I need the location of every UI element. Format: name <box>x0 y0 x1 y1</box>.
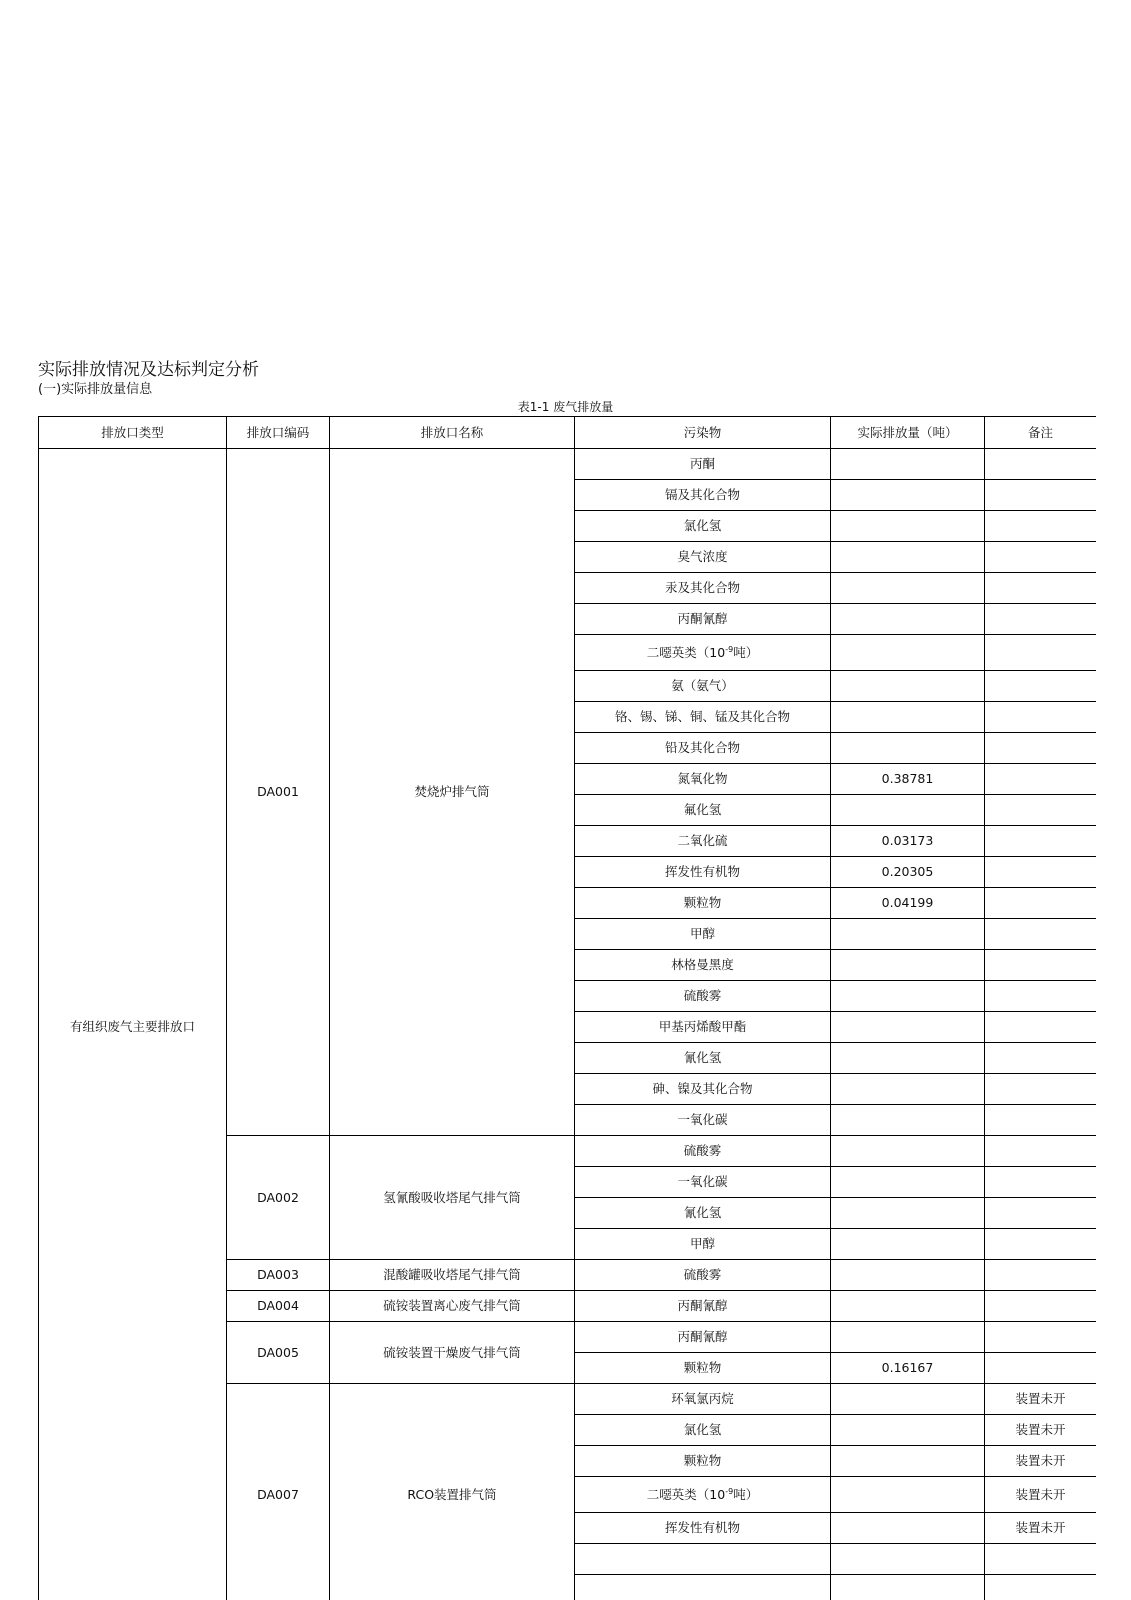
emission-amount-cell <box>831 1575 985 1600</box>
pollutant-cell: 砷、镍及其化合物 <box>575 1074 831 1105</box>
pollutant-cell: 颗粒物 <box>575 1446 831 1477</box>
pollutant-cell: 丙酮 <box>575 449 831 480</box>
emission-amount-cell: 0.03173 <box>831 826 985 857</box>
pollutant-cell: 氯化氢 <box>575 1415 831 1446</box>
note-cell <box>985 1229 1097 1260</box>
emission-amount-cell <box>831 1105 985 1136</box>
pollutant-cell: 氮氧化物 <box>575 764 831 795</box>
outlet-name-cell: 氢氰酸吸收塔尾气排气筒 <box>330 1136 575 1260</box>
exponent-label: -9 <box>725 644 734 654</box>
pollutant-cell: 硫酸雾 <box>575 1260 831 1291</box>
exponent-label: -9 <box>725 1486 734 1496</box>
pollutant-cell <box>575 1477 831 1513</box>
emission-amount-cell <box>831 1043 985 1074</box>
pollutant-cell: 氨（氨气） <box>575 671 831 702</box>
note-cell <box>985 671 1097 702</box>
column-header-pollutant: 污染物 <box>575 417 831 449</box>
emission-amount-cell <box>831 511 985 542</box>
emission-amount-cell <box>831 604 985 635</box>
pollutant-cell: 丙酮氰醇 <box>575 1291 831 1322</box>
section-heading: 实际排放情况及达标判定分析 <box>38 360 259 380</box>
pollutant-cell: 氰化氢 <box>575 1043 831 1074</box>
pollutant-cell: 颗粒物 <box>575 1353 831 1384</box>
note-cell <box>985 1322 1097 1353</box>
pollutant-label: 二噁英类（10 <box>646 644 726 660</box>
pollutant-cell: 甲醇 <box>575 919 831 950</box>
note-cell <box>985 635 1097 671</box>
outlet-code-cell: DA001 <box>227 449 330 1136</box>
pollutant-cell: 颗粒物 <box>575 888 831 919</box>
note-cell <box>985 511 1097 542</box>
note-cell <box>985 981 1097 1012</box>
emission-amount-cell <box>831 702 985 733</box>
note-cell <box>985 919 1097 950</box>
emission-amount-cell: 0.20305 <box>831 857 985 888</box>
emission-amount-cell <box>831 795 985 826</box>
unit-suffix-label: 吨） <box>733 644 759 660</box>
outlet-type-cell: 有组织废气主要排放口 <box>39 449 227 1600</box>
column-header-outlet-type: 排放口类型 <box>39 417 227 449</box>
pollutant-cell: 铬、锡、锑、铜、锰及其化合物 <box>575 702 831 733</box>
note-cell <box>985 542 1097 573</box>
emission-amount-cell <box>831 919 985 950</box>
note-cell <box>985 449 1097 480</box>
emission-amount-cell <box>831 1012 985 1043</box>
unit-suffix-label: 吨） <box>733 1486 759 1502</box>
emission-amount-cell <box>831 1167 985 1198</box>
note-cell <box>985 1544 1097 1575</box>
column-header-outlet-name: 排放口名称 <box>330 417 575 449</box>
emission-amount-cell <box>831 981 985 1012</box>
note-cell <box>985 1198 1097 1229</box>
emission-amount-cell <box>831 950 985 981</box>
emission-amount-cell: 0.04199 <box>831 888 985 919</box>
note-cell <box>985 764 1097 795</box>
note-cell <box>985 1353 1097 1384</box>
note-cell: 装置未开 <box>985 1384 1097 1415</box>
pollutant-cell: 汞及其化合物 <box>575 573 831 604</box>
outlet-code-cell: DA005 <box>227 1322 330 1384</box>
outlet-code-cell: DA007 <box>227 1384 330 1600</box>
pollutant-cell: 硫酸雾 <box>575 1136 831 1167</box>
pollutant-cell <box>575 635 831 671</box>
note-cell <box>985 1291 1097 1322</box>
emission-amount-cell: 0.38781 <box>831 764 985 795</box>
emission-table-container <box>38 416 1096 1600</box>
note-cell <box>985 795 1097 826</box>
pollutant-label: 二噁英类（10 <box>646 1486 726 1502</box>
note-cell <box>985 1074 1097 1105</box>
emission-table <box>38 416 1096 1600</box>
pollutant-cell: 甲基丙烯酸甲酯 <box>575 1012 831 1043</box>
subsection-heading: (一)实际排放量信息 <box>38 382 153 397</box>
table-header-row <box>39 417 1097 449</box>
note-cell: 装置未开 <box>985 1477 1097 1513</box>
emission-amount-cell <box>831 1415 985 1446</box>
outlet-code-cell: DA002 <box>227 1136 330 1260</box>
note-cell <box>985 826 1097 857</box>
outlet-code-cell: DA003 <box>227 1260 330 1291</box>
emission-amount-cell <box>831 1513 985 1544</box>
pollutant-cell: 氟化氢 <box>575 795 831 826</box>
note-cell <box>985 1043 1097 1074</box>
pollutant-cell: 硫酸雾 <box>575 981 831 1012</box>
pollutant-cell: 挥发性有机物 <box>575 1513 831 1544</box>
column-header-note: 备注 <box>985 417 1097 449</box>
note-cell <box>985 480 1097 511</box>
pollutant-cell: 镉及其化合物 <box>575 480 831 511</box>
emission-amount-cell <box>831 1446 985 1477</box>
note-cell <box>985 857 1097 888</box>
pollutant-cell <box>575 1575 831 1600</box>
emission-amount-cell <box>831 1544 985 1575</box>
emission-amount-cell <box>831 1198 985 1229</box>
emission-amount-cell <box>831 573 985 604</box>
pollutant-cell: 丙酮氰醇 <box>575 604 831 635</box>
emission-amount-cell <box>831 1477 985 1513</box>
emission-amount-cell <box>831 480 985 511</box>
pollutant-cell: 铅及其化合物 <box>575 733 831 764</box>
note-cell <box>985 733 1097 764</box>
emission-amount-cell <box>831 1074 985 1105</box>
note-cell: 装置未开 <box>985 1513 1097 1544</box>
outlet-name-cell: 焚烧炉排气筒 <box>330 449 575 1136</box>
note-cell <box>985 1105 1097 1136</box>
outlet-name-cell: 混酸罐吸收塔尾气排气筒 <box>330 1260 575 1291</box>
emission-amount-cell <box>831 635 985 671</box>
pollutant-cell: 氯化氢 <box>575 511 831 542</box>
pollutant-cell: 挥发性有机物 <box>575 857 831 888</box>
note-cell <box>985 1012 1097 1043</box>
note-cell: 装置未开 <box>985 1446 1097 1477</box>
note-cell <box>985 573 1097 604</box>
note-cell <box>985 950 1097 981</box>
outlet-name-cell: 硫铵装置离心废气排气筒 <box>330 1291 575 1322</box>
emission-amount-cell <box>831 1260 985 1291</box>
outlet-name-cell: RCO装置排气筒 <box>330 1384 575 1600</box>
note-cell <box>985 702 1097 733</box>
table-body <box>39 449 1097 1600</box>
pollutant-cell: 二氧化硫 <box>575 826 831 857</box>
emission-amount-cell <box>831 1229 985 1260</box>
outlet-name-cell: 硫铵装置干燥废气排气筒 <box>330 1322 575 1384</box>
note-cell <box>985 1575 1097 1600</box>
pollutant-cell: 丙酮氰醇 <box>575 1322 831 1353</box>
table-caption: 表1-1 废气排放量 <box>517 400 614 414</box>
pollutant-cell: 环氧氯丙烷 <box>575 1384 831 1415</box>
pollutant-cell: 一氧化碳 <box>575 1105 831 1136</box>
note-cell: 装置未开 <box>985 1415 1097 1446</box>
pollutant-cell: 臭气浓度 <box>575 542 831 573</box>
table-row <box>39 449 1097 480</box>
emission-amount-cell <box>831 733 985 764</box>
column-header-outlet-code: 排放口编码 <box>227 417 330 449</box>
emission-amount-cell <box>831 1322 985 1353</box>
pollutant-cell <box>575 1544 831 1575</box>
column-header-actual-emission: 实际排放量（吨） <box>831 417 985 449</box>
emission-amount-cell <box>831 1291 985 1322</box>
pollutant-cell: 氰化氢 <box>575 1198 831 1229</box>
emission-amount-cell <box>831 542 985 573</box>
emission-amount-cell <box>831 1384 985 1415</box>
pollutant-cell: 林格曼黑度 <box>575 950 831 981</box>
note-cell <box>985 604 1097 635</box>
emission-amount-cell: 0.16167 <box>831 1353 985 1384</box>
note-cell <box>985 888 1097 919</box>
emission-amount-cell <box>831 1136 985 1167</box>
note-cell <box>985 1260 1097 1291</box>
outlet-code-cell: DA004 <box>227 1291 330 1322</box>
pollutant-cell: 甲醇 <box>575 1229 831 1260</box>
emission-amount-cell <box>831 449 985 480</box>
note-cell <box>985 1136 1097 1167</box>
pollutant-cell: 一氧化碳 <box>575 1167 831 1198</box>
note-cell <box>985 1167 1097 1198</box>
emission-amount-cell <box>831 671 985 702</box>
